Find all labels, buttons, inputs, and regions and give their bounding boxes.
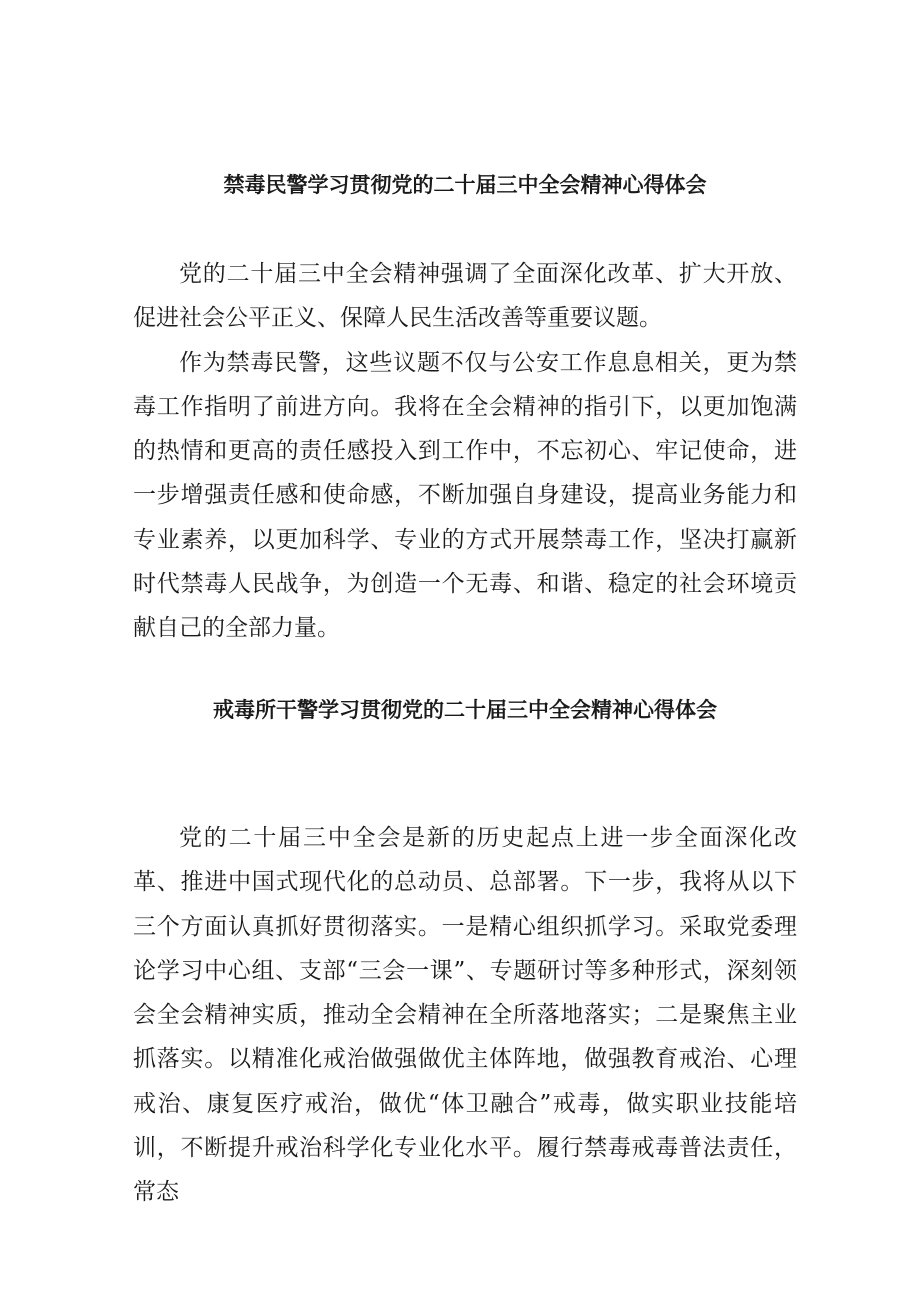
- article-title-1: 禁毒民警学习贯彻党的二十届三中全会精神心得体会: [223, 173, 707, 197]
- body-paragraph: 党的二十届三中全会精神强调了全面深化改革、扩大开放、促进社会公平正义、保障人民生活改善等重要议题。: [133, 261, 797, 332]
- article-title-2: 戒毒所干警学习贯彻党的二十届三中全会精神心得体会: [213, 698, 717, 722]
- article-body-1: [133, 252, 797, 651]
- body-paragraph: 作为禁毒民警，这些议题不仅与公安工作息息相关，更为禁毒工作指明了前进方向。我将在全会精神的指引下，以更加饱满的热情和更高的责任感投入到工作中，不忘初心、牢记使命，进一步增强责任感和使命感，不断加强自身建设，提高业务能力和专业素养，以更加科学、专业的方式开展禁毒工作，坚决打赢新时代禁毒人民战争，为创造一个无毒、和谐、稳定的社会环境贡献自己的全部力量。: [133, 349, 797, 642]
- body-paragraph: 党的二十届三中全会是新的历史起点上进一步全面深化改革、推进中国式现代化的总动员、总部署。下一步，我将从以下三个方面认真抓好贯彻落实。一是精心组织抓学习。采取党委理论学习中心组、支部“三会一课”、专题研讨等多种形式，深刻领会全会精神实质，推动全会精神在全所落地落实；二是聚焦主业抓落实。以精准化戒治做强做优主体阵地，做强教育戒治、心理戒治、康复医疗戒治，做优“体卫融合”戒毒，做实职业技能培训，不断提升戒治科学化专业化水平。履行禁毒戒毒普法责任，常态: [133, 825, 797, 1206]
- article-body-2: [133, 816, 797, 1215]
